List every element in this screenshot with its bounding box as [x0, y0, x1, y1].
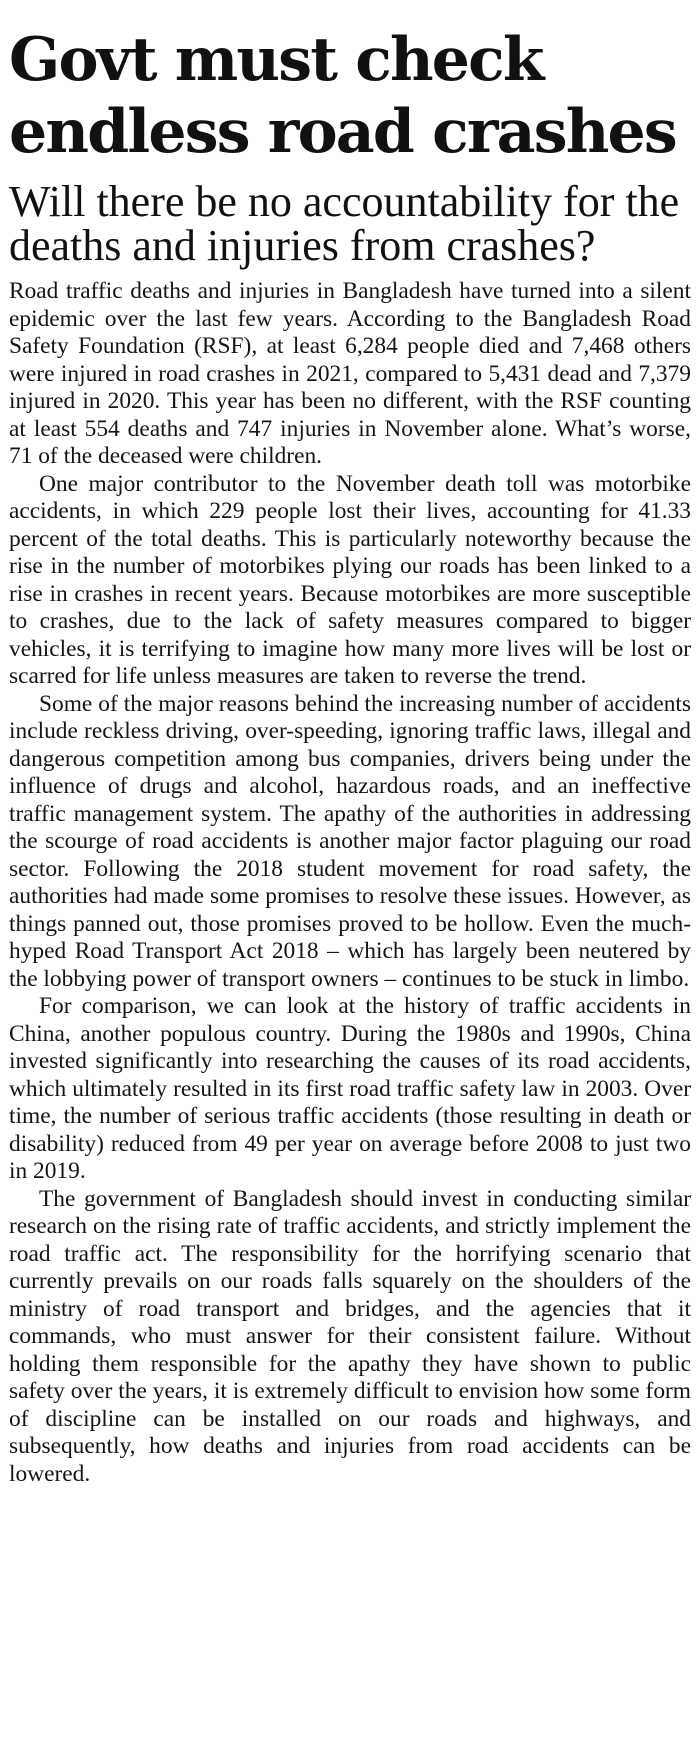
paragraph: The government of Bangladesh should invest in conducting similar research on the rising rate of traffic accidents, and strictly implement the road traffic act. The responsibility for the horrifying scenario that currently prevails on our roads falls squarely on the shoulders of the ministry of road transport and bridges, and the agencies that it commands, who must answer for their consistent failure. Without holding them responsible for the apathy they have shown to public safety over the years, it is extremely difficult to envision how some form of discipline can be installed on our roads and highways, and subsequently, how deaths and injuries from road accidents can be lowered.	[9, 1185, 691, 1487]
paragraph: For comparison, we can look at the history of traffic accidents in China, another populous country. During the 1980s and 1990s, China invested significantly into researching the causes of its road accidents, which ultimately resulted in its first road traffic safety law in 2003. Over time, the number of serious traffic accidents (those resulting in death or disability) reduced from 49 per year on average before 2008 to just two in 2019.	[9, 993, 691, 1184]
editorial-article	[9, 0, 691, 1488]
article-body	[9, 278, 691, 1488]
subheadline: Will there be no accountability for the deaths and injuries from crashes?	[9, 177, 680, 270]
paragraph: One major contributor to the November death toll was motorbike accidents, in which 229 people lost their lives, accounting for 41.33 percent of the total deaths. This is particularly noteworthy because the rise in the number of motorbikes plying our roads has been linked to a rise in crashes in recent years. Because motorbikes are more susceptible to crashes, due to the lack of safety measures compared to bigger vehicles, it is terrifying to imagine how many more lives will be lost or scarred for life unless measures are taken to reverse the trend.	[9, 470, 691, 689]
headline: Govt must check endless road crashes	[9, 25, 676, 167]
paragraph: Road traffic deaths and injuries in Bangladesh have turned into a silent epidemic over the last few years. According to the Bangladesh Road Safety Foundation (RSF), at least 6,284 people died and 7,468 others were injured in road crashes in 2021, compared to 5,431 dead and 7,379 injured in 2020. This year has been no different, with the RSF counting at least 554 deaths and 747 injuries in November alone. What’s worse, 71 of the deceased were children.	[9, 278, 691, 469]
paragraph: Some of the major reasons behind the increasing number of accidents include reckless driving, over-speeding, ignoring traffic laws, illegal and dangerous competition among bus companies, drivers being under the influence of drugs and alcohol, hazardous roads, and an ineffective traffic management system. The apathy of the authorities in addressing the scourge of road accidents is another major factor plaguing our road sector. Following the 2018 student movement for road safety, the authorities had made some promises to resolve these issues. However, as things panned out, those promises proved to be hollow. Even the much-hyped Road Transport Act 2018 – which has largely been neutered by the lobbying power of transport owners – continues to be stuck in limbo.	[9, 690, 691, 992]
